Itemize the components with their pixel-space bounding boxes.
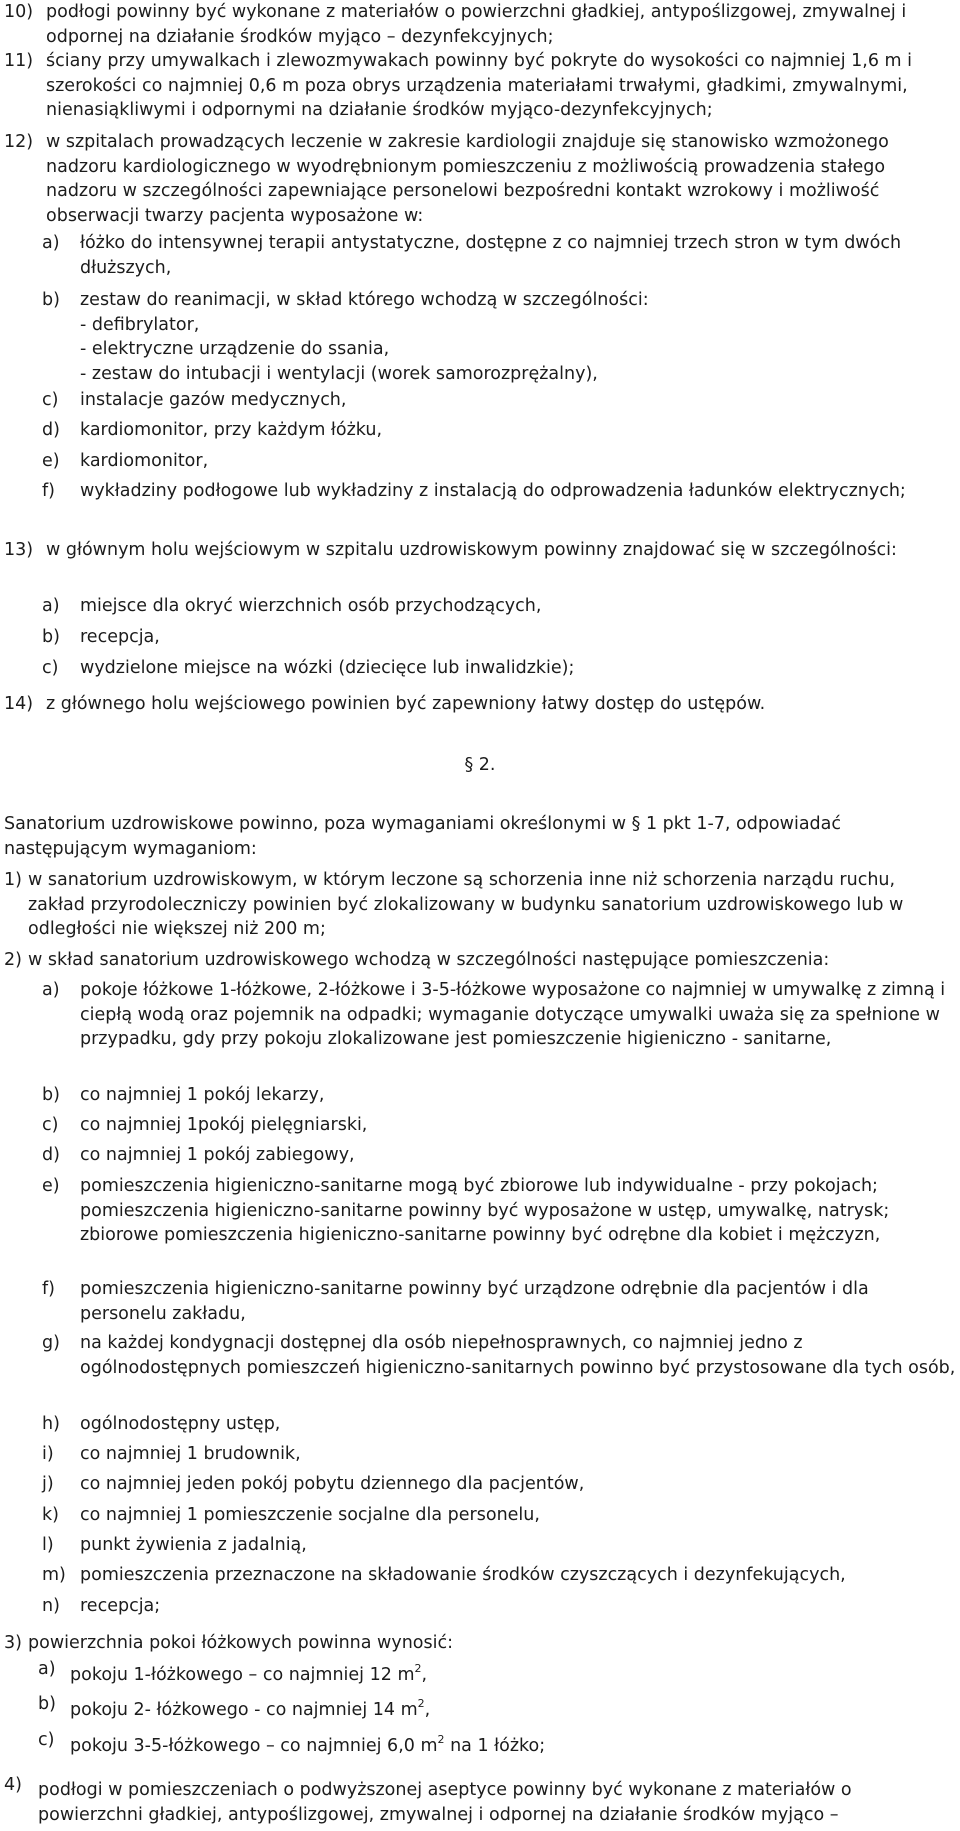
sub-item [42, 1503, 956, 1528]
sub-item [42, 1594, 956, 1619]
sub-item-letter: b) [42, 290, 60, 310]
item-number: 4) [4, 1775, 22, 1795]
sub-item-suffix: , [424, 1700, 431, 1720]
sub-item-letter: b) [42, 627, 60, 647]
sub-item-letter: c) [42, 390, 59, 410]
sub-item-text: co najmniej 1 brudownik, [80, 1444, 301, 1464]
sub-item [38, 1659, 956, 1690]
sub-item-text: na każdej kondygnacji dostępnej dla osób niepełnosprawnych, co najmniej jedno z ogólnodostępnych pomieszczeń higieniczno-sanitarnych powinno być przystosowane dla tych osób, [80, 1333, 956, 1378]
sub-item-suffix: na 1 łóżko; [444, 1736, 546, 1756]
item-text: w głównym holu wejściowym w szpitalu uzdrowiskowym powinny znajdować się w szczególności: [46, 540, 897, 560]
sub-item [42, 1533, 956, 1558]
sub-item-letter: g) [42, 1333, 60, 1353]
sub-item-line: - elektryczne urządzenie do ssania, [80, 339, 390, 359]
sub-item-letter: a) [42, 980, 60, 1000]
sub-item-letter: a) [42, 596, 60, 616]
list-item [4, 868, 956, 942]
item-number: 10) [4, 2, 34, 22]
sub-item-letter: h) [42, 1414, 60, 1434]
sub-item-text: wykładziny podłogowe lub wykładziny z instalacją do odprowadzenia ładunków elektrycznych; [80, 481, 906, 501]
sub-item-letter: c) [42, 1115, 59, 1135]
sub-item-text: zestaw do reanimacji, w skład którego wchodzą w szczególności: [80, 290, 649, 310]
list-item [4, 948, 956, 973]
sub-item [42, 1113, 956, 1138]
item-text: podłogi powinny być wykonane z materiałów o powierzchni gładkiej, antypoślizgowej, zmywalnej i odpornej na działanie środków myjąco – dezynfekcyjnych; [46, 2, 907, 47]
sub-item-text: wydzielone miejsce na wózki (dziecięce lub inwalidzkie); [80, 658, 575, 678]
sub-item-text: pokoju 2- łóżkowego - co najmniej 14 m [70, 1700, 418, 1720]
sub-item-line: - defibrylator, [80, 314, 200, 335]
item-number: 13) [4, 540, 34, 560]
sub-item [42, 656, 956, 681]
section-intro: Sanatorium uzdrowiskowe powinno, poza wymaganiami określonymi w § 1 pkt 1-7, odpowiadać następującym wymaganiom: [4, 814, 842, 859]
list-item [4, 0, 956, 49]
item-number: 1) [4, 870, 22, 890]
sub-item-letter: i) [42, 1444, 54, 1464]
sub-item-letter: m) [42, 1565, 66, 1585]
sub-item [42, 1331, 956, 1380]
list-item [4, 1775, 956, 1827]
sub-item-letter: c) [42, 658, 59, 678]
sub-item-letter: n) [42, 1596, 60, 1616]
sub-item-letter: a) [38, 1659, 56, 1679]
sub-item [42, 625, 956, 650]
sub-item-text: pokoju 1-łóżkowego – co najmniej 12 m [70, 1665, 415, 1685]
sub-item [42, 418, 956, 443]
list-item [4, 1631, 956, 1656]
item-number: 14) [4, 694, 34, 714]
item-text: w sanatorium uzdrowiskowym, w którym leczone są schorzenia inne niż schorzenia narządu ruchu, zakład przyrodoleczniczy powinien być zlokalizowany w budynku sanatorium uzdrowiskowego lub w odległości nie większej niż 200 m; [28, 870, 904, 939]
sub-item-letter: d) [42, 1145, 60, 1165]
sub-item-text: recepcja, [80, 627, 160, 647]
sub-item-letter: l) [42, 1535, 54, 1555]
sub-item-text: instalacje gazów medycznych, [80, 390, 347, 410]
list-item [4, 538, 956, 563]
sub-item-text: pomieszczenia przeznaczone na składowanie środków czyszczących i dezynfekujących, [80, 1565, 846, 1585]
sub-item-letter: f) [42, 1279, 55, 1299]
item-text: ściany przy umywalkach i zlewozmywakach powinny być pokryte do wysokości co najmniej 1,6 m i szerokości co najmniej 0,6 m poza obrys urządzenia materiałami trwałymi, gładkimi, zmywalnymi, nienasiąkliwymi i odpornymi na działanie środków myjąco-dezynfekcyjnych; [46, 51, 912, 120]
sub-item-letter: f) [42, 481, 55, 501]
sub-item-text: ogólnodostępny ustęp, [80, 1414, 281, 1434]
item-number: 12) [4, 132, 34, 152]
item-text: w szpitalach prowadzących leczenie w zakresie kardiologii znajduje się stanowisko wzmożonego nadzoru kardiologicznego w wyodrębnionym pomieszczeniu z możliwością prowadzenia stałego nadzoru w szczególności zapewniające personelowi bezpośredni kontakt wzrokowy i możliwość obserwacji twarzy pacjenta wyposażone w: [46, 132, 889, 226]
sub-item-letter: j) [42, 1474, 54, 1494]
sub-item [42, 1412, 956, 1437]
sub-item [38, 1694, 956, 1725]
sub-item [42, 479, 956, 504]
list-item [4, 692, 956, 717]
sub-item-letter: d) [42, 420, 60, 440]
sub-item-text: kardiomonitor, przy każdym łóżku, [80, 420, 383, 440]
sub-item [42, 288, 956, 386]
sub-item-text: kardiomonitor, [80, 451, 209, 471]
item-number: 11) [4, 51, 34, 71]
item-text: powierzchnia pokoi łóżkowych powinna wynosić: [28, 1633, 453, 1653]
sub-item-text: co najmniej 1pokój pielęgniarski, [80, 1115, 368, 1135]
sub-item [42, 231, 956, 280]
sub-item-line: - zestaw do intubacji i wentylacji (worek samorozprężalny), [80, 363, 598, 384]
sub-item [42, 1083, 956, 1108]
sub-item-text: pokoje łóżkowe 1-łóżkowe, 2-łóżkowe i 3-5-łóżkowe wyposażone co najmniej w umywalkę z zimną i ciepłą wodą oraz pojemnik na odpadki; wymaganie dotyczące umywalki uważa się za spełnione w przypadku, gdy przy pokoju zlokalizowane jest pomieszczenie higieniczno - sanitarne, [80, 980, 946, 1049]
sub-item-text: co najmniej 1 pomieszczenie socjalne dla personelu, [80, 1505, 540, 1525]
sub-item [42, 594, 956, 619]
item-number: 3) [4, 1633, 22, 1653]
sub-item [42, 1472, 956, 1497]
sub-item-letter: e) [42, 451, 60, 471]
list-item [4, 49, 956, 123]
superscript: 2 [417, 1697, 425, 1710]
sub-item [42, 978, 956, 1052]
item-text: w skład sanatorium uzdrowiskowego wchodzą w szczególności następujące pomieszczenia: [28, 950, 830, 970]
sub-item [42, 1143, 956, 1168]
sub-item [42, 449, 956, 474]
sub-item [38, 1730, 956, 1761]
list-item [4, 130, 956, 228]
sub-item [42, 1277, 956, 1326]
sub-item-text: miejsce dla okryć wierzchnich osób przychodzących, [80, 596, 542, 616]
item-text: z głównego holu wejściowego powinien być zapewniony łatwy dostęp do ustępów. [46, 694, 766, 714]
sub-item-text: pomieszczenia higieniczno-sanitarne powinny być urządzone odrębnie dla pacjentów i dla personelu zakładu, [80, 1279, 869, 1324]
sub-item [42, 1174, 956, 1248]
sub-item-text: co najmniej 1 pokój zabiegowy, [80, 1145, 355, 1165]
item-number: 2) [4, 950, 22, 970]
sub-item-text: co najmniej 1 pokój lekarzy, [80, 1085, 325, 1105]
sub-item-letter: e) [42, 1176, 60, 1196]
sub-item [42, 1563, 956, 1588]
sub-item-letter: c) [38, 1730, 55, 1750]
sub-item-letter: k) [42, 1505, 59, 1525]
sub-item-text: recepcja; [80, 1596, 161, 1616]
sub-item-text: co najmniej jeden pokój pobytu dziennego dla pacjentów, [80, 1474, 585, 1494]
sub-item-suffix: , [421, 1665, 428, 1685]
superscript: 2 [414, 1662, 422, 1675]
sub-item [42, 388, 956, 413]
sub-item-text: pokoju 3-5-łóżkowego – co najmniej 6,0 m [70, 1736, 438, 1756]
sub-item-letter: b) [38, 1694, 56, 1714]
sub-item-text: punkt żywienia z jadalnią, [80, 1535, 307, 1555]
item-text: podłogi w pomieszczeniach o podwyższonej aseptyce powinny być wykonane z materiałów o powierzchni gładkiej, antypoślizgowej, zmywalnej i odpornej na działanie środków myjąco – [38, 1780, 852, 1825]
sub-item-text: pomieszczenia higieniczno-sanitarne mogą być zbiorowe lub indywidualne - przy pokojach; pomieszczenia higieniczno-sanitarne powinny być wyposażone w ustęp, umywalkę, natrysk; zbiorowe pomieszczenia higieniczno-sanitarne powinny być odrębne dla kobiet i mężczyzn, [80, 1176, 890, 1245]
sub-item [42, 1442, 956, 1467]
section-heading: § 2. [464, 755, 496, 775]
sub-item-letter: b) [42, 1085, 60, 1105]
superscript: 2 [437, 1733, 445, 1746]
sub-item-text: łóżko do intensywnej terapii antystatyczne, dostępne z co najmniej trzech stron w tym dwóch dłuższych, [80, 233, 902, 278]
sub-item-letter: a) [42, 233, 60, 253]
